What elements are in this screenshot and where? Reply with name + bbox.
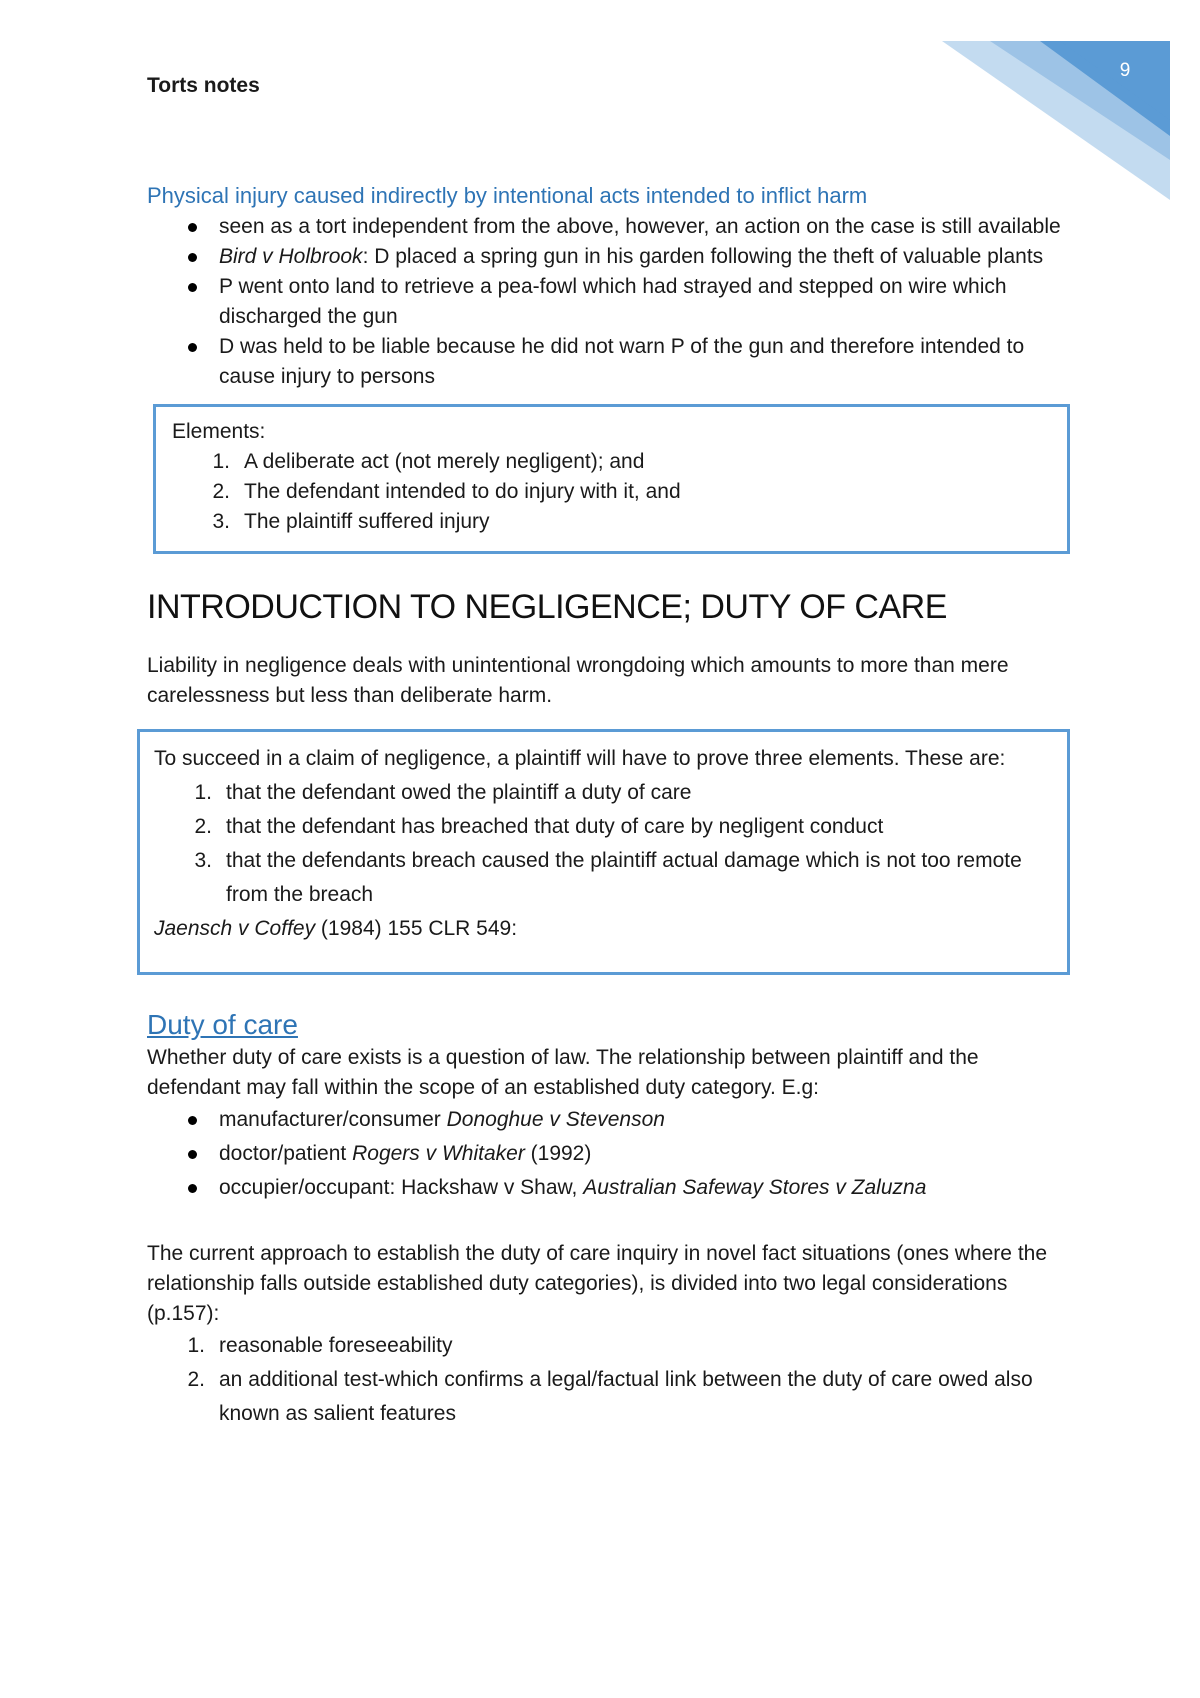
current-approach-paragraph: The current approach to establish the duty of care inquiry in novel fact situations (ones where the relationship falls outside established duty categories), is divided into two legal considerations (p.157): <box>147 1242 1048 1325</box>
claim-elements-list <box>154 776 1053 912</box>
legal-considerations-list <box>147 1329 1067 1431</box>
case-name: Rogers v Whitaker <box>352 1142 525 1165</box>
negligence-heading: INTRODUCTION TO NEGLIGENCE; DUTY OF CARE <box>147 588 947 626</box>
duty-intro: Whether duty of care exists is a question of law. The relationship between plaintiff and the defendant may fall within the scope of an established duty category. E.g: <box>147 1046 979 1099</box>
elements-list <box>172 447 1051 537</box>
duty-of-care-heading: Duty of care <box>147 1009 298 1040</box>
list-item: 1. A deliberate act (not merely negligent); and <box>212 450 645 473</box>
case-name: Jaensch v Coffey <box>154 917 316 940</box>
document-header-title: Torts notes <box>147 74 260 97</box>
list-item: 3. that the defendants breach caused the plaintiff actual damage which is not too remote from the breach <box>194 849 1022 906</box>
claim-intro: To succeed in a claim of negligence, a plaintiff will have to prove three elements. These are: <box>154 747 1006 770</box>
list-item: 3. The plaintiff suffered injury <box>212 510 490 533</box>
list-item: D was held to be liable because he did not warn P of the gun and therefore intended to cause injury to persons <box>147 332 1067 392</box>
list-item: 2. The defendant intended to do injury with it, and <box>212 480 681 503</box>
page-content <box>147 180 1067 1431</box>
negligence-intro: Liability in negligence deals with unintentional wrongdoing which amounts to more than mere carelessness but less than deliberate harm. <box>147 654 1009 707</box>
list-item: seen as a tort independent from the above, however, an action on the case is still available <box>147 212 1067 242</box>
list-item: 2. an additional test-which confirms a legal/factual link between the duty of care owed also known as salient features <box>187 1368 1033 1425</box>
list-item: occupier/occupant: Hackshaw v Shaw, Australian Safeway Stores v Zaluzna <box>147 1171 1067 1205</box>
list-item: P went onto land to retrieve a pea-fowl which had strayed and stepped on wire which discharged the gun <box>147 272 1067 332</box>
list-item: 1. reasonable foreseeability <box>187 1334 453 1357</box>
section-subheading: Physical injury caused indirectly by intentional acts intended to inflict harm <box>147 183 868 208</box>
case-name: Bird v Holbrook <box>219 245 363 268</box>
elements-label: Elements: <box>172 420 266 443</box>
page-number: 9 <box>1119 60 1131 81</box>
duty-categories-list <box>147 1103 1067 1205</box>
elements-box <box>153 404 1070 554</box>
list-item: 2. that the defendant has breached that duty of care by negligent conduct <box>194 815 884 838</box>
list-item: doctor/patient Rogers v Whitaker (1992) <box>147 1137 1067 1171</box>
list-item: 1. that the defendant owed the plaintiff a duty of care <box>194 781 692 804</box>
intentional-acts-bullet-list <box>147 212 1067 392</box>
case-name: Australian Safeway Stores v Zaluzna <box>583 1176 927 1199</box>
claim-elements-box <box>137 729 1070 975</box>
list-item: manufacturer/consumer Donoghue v Stevenson <box>147 1103 1067 1137</box>
list-item: Bird v Holbrook: D placed a spring gun in his garden following the theft of valuable plants <box>147 242 1067 272</box>
case-name: Donoghue v Stevenson <box>446 1108 665 1131</box>
case-citation: Jaensch v Coffey (1984) 155 CLR 549: <box>154 917 518 940</box>
